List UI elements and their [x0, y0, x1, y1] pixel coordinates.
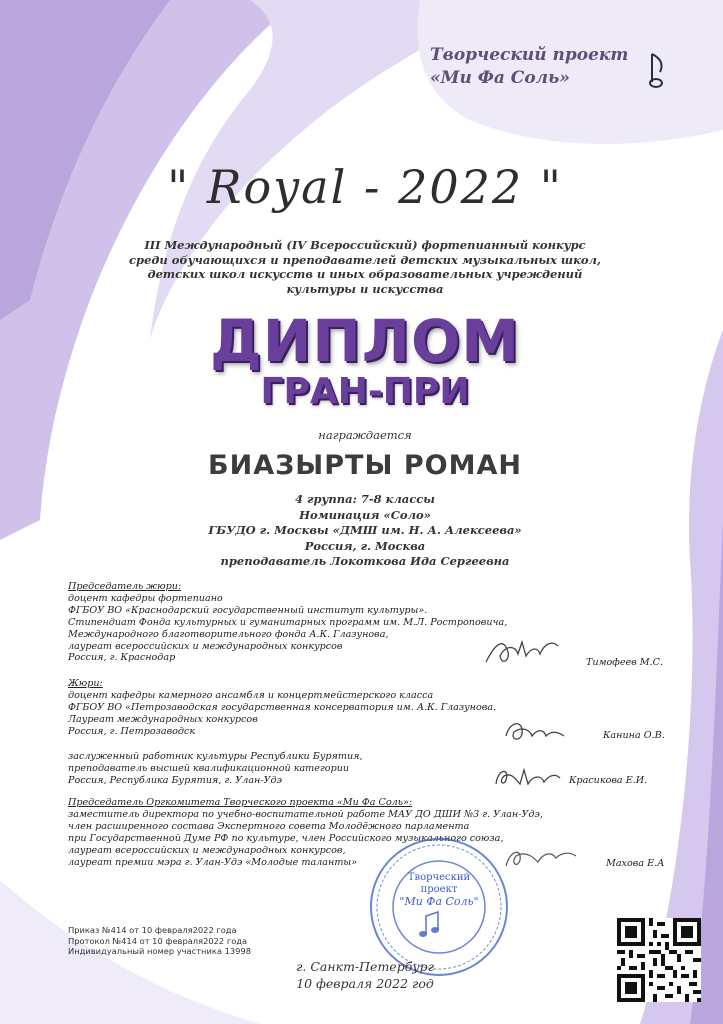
- jury-line: Международного благотворительного фонда А.К. Глазунова,: [68, 628, 389, 640]
- jury-line: Россия, г. Краснодар: [68, 652, 176, 664]
- contest-line: среди обучающихся и преподавателей детских музыкальных школ,: [129, 252, 601, 267]
- contest-line: детских школ искусств и иных образовательных учреждений: [147, 267, 583, 281]
- detail-line: преподаватель Локоткова Ида Сергеевна: [220, 554, 510, 568]
- jury-line: Лауреат международных конкурсов: [68, 713, 258, 725]
- stamp-text: [368, 872, 510, 908]
- recipient-details: [150, 492, 580, 570]
- contest-line: культуры и искусства: [286, 281, 444, 296]
- jury-heading: Жюри:: [68, 678, 103, 689]
- event-title: " Royal - 2022 ": [167, 160, 563, 214]
- contest-description: [120, 238, 610, 296]
- stamp-line: Творческий: [407, 872, 471, 883]
- project-name-line2: «Ми Фа Соль»: [430, 68, 570, 88]
- footer-city: г. Санкт-Петербург: [296, 959, 434, 974]
- organizer-signature: [500, 838, 580, 876]
- jury-member1-block: [68, 678, 538, 738]
- member1-signature: [500, 712, 580, 750]
- member2-signature: [490, 758, 570, 796]
- chair-signature-name: Тимофеев М.С.: [586, 657, 664, 668]
- detail-line: Номинация «Соло»: [299, 507, 431, 522]
- organizer-line: заместитель директора по учебно-воспитательной работе МАУ ДО ДШИ №3 г. Улан-Удэ,: [68, 808, 543, 820]
- recipient-name: БИАЗЫРТЫ РОМАН: [208, 450, 522, 481]
- jury-line: лауреат всероссийских и международных конкурсов: [68, 640, 343, 652]
- awarded-label: награждается: [318, 428, 412, 442]
- chair-signature: [482, 632, 562, 670]
- diploma-title: ДИПЛОМ: [210, 307, 520, 375]
- qr-code-icon[interactable]: [617, 918, 701, 1002]
- jury-line: ФГБОУ ВО «Краснодарский государственный институт культуры».: [68, 604, 428, 616]
- member2-signature-name: Красикова Е.И.: [569, 775, 648, 786]
- jury-line: заслуженный работник культуры Республики Бурятия,: [68, 751, 363, 762]
- footer-date: 10 февраля 2022 год: [296, 976, 434, 991]
- organizer-line: при Государственной Думе РФ по культуре, член Российского музыкального союза,: [68, 832, 504, 844]
- stamp-line: "Ми Фа Соль": [399, 895, 479, 908]
- organizer-line: лауреат всероссийских и международных конкурсов,: [68, 844, 346, 856]
- award-title: ГРАН-ПРИ: [260, 371, 470, 412]
- jury-chair-block: [68, 581, 538, 664]
- organizer-heading: Председатель Оргкомитета Творческого проекта «Ми Фа Соль»:: [68, 797, 413, 808]
- stamp-line: проект: [420, 884, 458, 895]
- detail-line: Россия, г. Москва: [304, 538, 426, 553]
- jury-line: доцент кафедры камерного ансамбля и концертмейстерского класса: [68, 689, 434, 701]
- order-info: [68, 925, 251, 957]
- detail-line: 4 группа: 7-8 классы: [295, 492, 435, 506]
- jury-chair-heading: Председатель жюри:: [68, 581, 182, 592]
- member1-signature-name: Канина О.В.: [603, 730, 665, 741]
- organizer-line: член расширенного состава Экспертного совета Молодёжного парламента: [68, 820, 470, 832]
- jury-member2-block: [68, 751, 538, 787]
- organizer-line: лауреат премии мэра г. Улан-Удэ «Молодые таланты»: [68, 856, 358, 868]
- order-line: Индивидуальный номер участника 13998: [68, 946, 251, 956]
- music-note-icon: [646, 50, 668, 90]
- order-line: Приказ №414 от 10 февраля2022 года: [68, 925, 237, 935]
- project-name-line1: Творческий проект: [430, 45, 629, 65]
- order-line: Протокол №414 от 10 февраля2022 года: [68, 935, 248, 946]
- jury-line: преподаватель высшей квалификационной категории: [68, 762, 350, 774]
- footer-place-date: [250, 958, 480, 992]
- jury-line: Россия, Республика Бурятия, г. Улан-Удэ: [68, 774, 282, 786]
- detail-line: ГБУДО г. Москвы «ДМШ им. Н. А. Алексеева»: [208, 523, 522, 537]
- jury-line: ФГБОУ ВО «Петрозаводская государственная консерватория им. А.К. Глазунова.: [68, 701, 497, 713]
- jury-line: доцент кафедры фортепиано: [68, 592, 223, 604]
- jury-line: Стипендиат Фонда культурных и гуманитарных программ им. М.Л. Ростроповича,: [68, 616, 508, 628]
- contest-line: III Международный (IV Всероссийский) фортепианный конкурс: [144, 238, 586, 252]
- official-stamp: [368, 836, 510, 978]
- organizer-signature-name: Махова Е.А: [606, 858, 665, 869]
- jury-line: Россия, г. Петрозаводск: [68, 725, 196, 737]
- project-brand: [400, 44, 660, 90]
